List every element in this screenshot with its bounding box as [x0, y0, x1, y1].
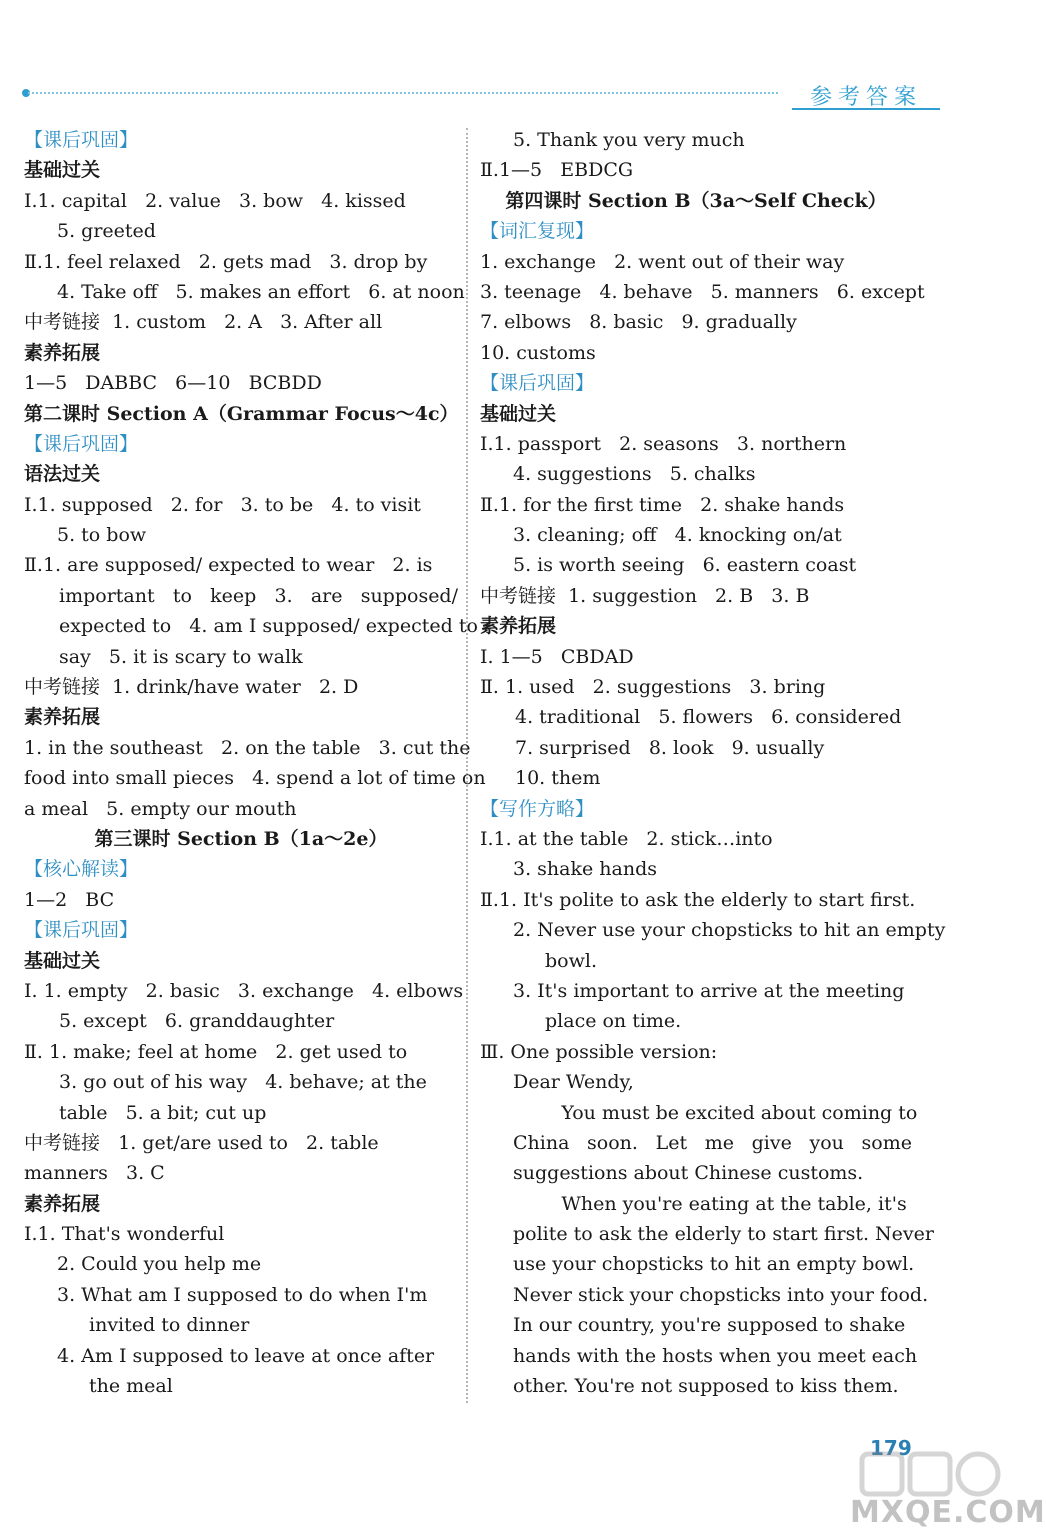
answer-line: 1—5 DABBC 6—10 BCBDD [24, 372, 322, 395]
answer-line: In our country, you're supposed to shake [513, 1314, 906, 1337]
answer-line: 2. Never use your chopsticks to hit an empty [513, 919, 946, 942]
answer-line: 7. surprised 8. look 9. usually [515, 736, 825, 759]
answer-line: 3. shake hands [513, 858, 657, 881]
answer-line: When you're eating at the table, it's [513, 1192, 907, 1215]
answer-line: Ⅰ.1. That's wonderful [24, 1223, 225, 1246]
answer-line: Ⅱ.1—5 EBDCG [480, 159, 634, 182]
answer-line: Ⅰ.1. at the table 2. stick…into [480, 827, 773, 850]
answer-line: 3. What am I supposed to do when I'm [57, 1283, 428, 1306]
answer-line: 5. to bow [57, 524, 147, 547]
section-heading: 【核心解读】 [24, 858, 139, 881]
answer-line: 中考链接 1. custom 2. A 3. After all [24, 311, 383, 334]
watermark-text: MXQE.COM [850, 1495, 1046, 1530]
answer-line: 中考链接 1. get/are used to 2. table [24, 1131, 379, 1154]
answer-line: 7. elbows 8. basic 9. gradually [480, 311, 797, 334]
answer-line: 1. in the southeast 2. on the table 3. cut the [24, 736, 471, 759]
section-heading: 第三课时 Section B（1a～2e） [94, 827, 388, 850]
answer-line: other. You're not supposed to kiss them. [513, 1375, 899, 1398]
answer-line: 4. Am I supposed to leave at once after [57, 1344, 435, 1367]
answer-line: You must be excited about coming to [513, 1101, 918, 1124]
answer-line: bowl. [545, 949, 597, 972]
answer-line: 5. greeted [57, 220, 156, 243]
right-column [480, 125, 946, 1401]
section-heading: 基础过关 [24, 949, 101, 972]
answer-line: Ⅱ.1. for the first time 2. shake hands [480, 493, 845, 516]
answer-line: place on time. [545, 1010, 682, 1033]
answer-line: 中考链接 1. drink/have water 2. D [24, 676, 359, 699]
answer-line: 5. is worth seeing 6. eastern coast [513, 554, 857, 577]
answer-line: 4. suggestions 5. chalks [513, 463, 756, 486]
column-divider [466, 128, 468, 1403]
answer-line: polite to ask the elderly to start first. Never [513, 1223, 934, 1246]
answer-line: Ⅱ. 1. used 2. suggestions 3. bring [480, 676, 826, 699]
left-column [24, 125, 486, 1401]
answer-line: 5. Thank you very much [513, 129, 745, 151]
section-heading: 素养拓展 [24, 706, 101, 729]
answer-line: 1—2 BC [24, 888, 115, 911]
answer-line: say 5. it is scary to walk [59, 645, 303, 668]
answer-line: 10. them [515, 767, 601, 790]
answer-line: Ⅱ.1. feel relaxed 2. gets mad 3. drop by [24, 250, 428, 273]
answer-line: invited to dinner [89, 1314, 250, 1337]
section-tag: 参考答案 [792, 80, 940, 110]
answer-line: Ⅰ.1. supposed 2. for 3. to be 4. to visit [24, 493, 421, 516]
section-heading: 第四课时 Section B（3a～Self Check） [505, 189, 887, 212]
answer-line: expected to 4. am I supposed/ expected to [59, 615, 478, 638]
answer-line: Ⅰ. 1—5 CBDAD [480, 645, 634, 668]
section-heading: 【课后巩固】 [24, 432, 139, 455]
answer-line: Ⅱ. 1. make; feel at home 2. get used to [24, 1040, 408, 1063]
section-heading: 【写作方略】 [480, 797, 595, 820]
answer-line: table 5. a bit; cut up [59, 1101, 267, 1124]
answer-line: 4. traditional 5. flowers 6. considered [515, 706, 902, 729]
answer-line: Ⅰ.1. passport 2. seasons 3. northern [480, 432, 847, 455]
answer-line: hands with the hosts when you meet each [513, 1344, 918, 1367]
answer-line: 3. cleaning; off 4. knocking on/at [513, 524, 842, 547]
answer-line: Ⅰ.1. capital 2. value 3. bow 4. kissed [24, 189, 406, 212]
answer-line: a meal 5. empty our mouth [24, 797, 297, 820]
section-heading: 基础过关 [24, 159, 101, 182]
answer-line: food into small pieces 4. spend a lot of time on [24, 767, 486, 790]
answer-line: 3. teenage 4. behave 5. manners 6. except [480, 280, 925, 303]
answer-line: 中考链接 1. suggestion 2. B 3. B [480, 584, 810, 607]
answer-line: 3. go out of his way 4. behave; at the [59, 1071, 427, 1094]
answer-line: 1. exchange 2. went out of their way [480, 250, 845, 273]
answer-line: use your chopsticks to hit an empty bowl. [513, 1253, 915, 1276]
section-heading: 【词汇复现】 [480, 220, 595, 243]
section-heading: 第二课时 Section A（Grammar Focus～4c） [24, 402, 459, 425]
answer-line: 2. Could you help me [57, 1253, 262, 1276]
answer-line: the meal [89, 1375, 173, 1398]
answer-line: China soon. Let me give you some [513, 1131, 912, 1154]
section-heading: 【课后巩固】 [480, 372, 595, 395]
section-heading: 语法过关 [24, 463, 101, 486]
answer-line: manners 3. C [24, 1162, 165, 1185]
answer-line: Ⅱ.1. It's polite to ask the elderly to start first. [480, 888, 916, 911]
section-heading: 素养拓展 [24, 341, 101, 364]
page-header [22, 80, 922, 110]
answer-line: important to keep 3. are supposed/ [59, 584, 458, 607]
section-heading: 基础过关 [480, 402, 557, 425]
answer-line: 3. It's important to arrive at the meeting [513, 979, 905, 1002]
answer-line: suggestions about Chinese customs. [513, 1162, 864, 1185]
answer-line: 4. Take off 5. makes an effort 6. at noon [57, 280, 465, 303]
answer-line: Never stick your chopsticks into your food. [513, 1283, 929, 1306]
answer-line: 10. customs [480, 341, 596, 364]
header-dotted-rule [28, 92, 778, 94]
answer-line: Ⅱ.1. are supposed/ expected to wear 2. is [24, 554, 433, 577]
section-heading: 【课后巩固】 [24, 129, 139, 151]
answer-line: Dear Wendy, [513, 1071, 634, 1094]
section-heading: 素养拓展 [24, 1192, 101, 1215]
section-heading: 【课后巩固】 [24, 919, 139, 942]
section-heading: 素养拓展 [480, 615, 557, 638]
page-number: 179 [870, 1436, 912, 1460]
answer-line: Ⅲ. One possible version: [480, 1040, 718, 1063]
answer-line: 5. except 6. granddaughter [59, 1010, 335, 1033]
answer-line: Ⅰ. 1. empty 2. basic 3. exchange 4. elbows [24, 979, 464, 1002]
